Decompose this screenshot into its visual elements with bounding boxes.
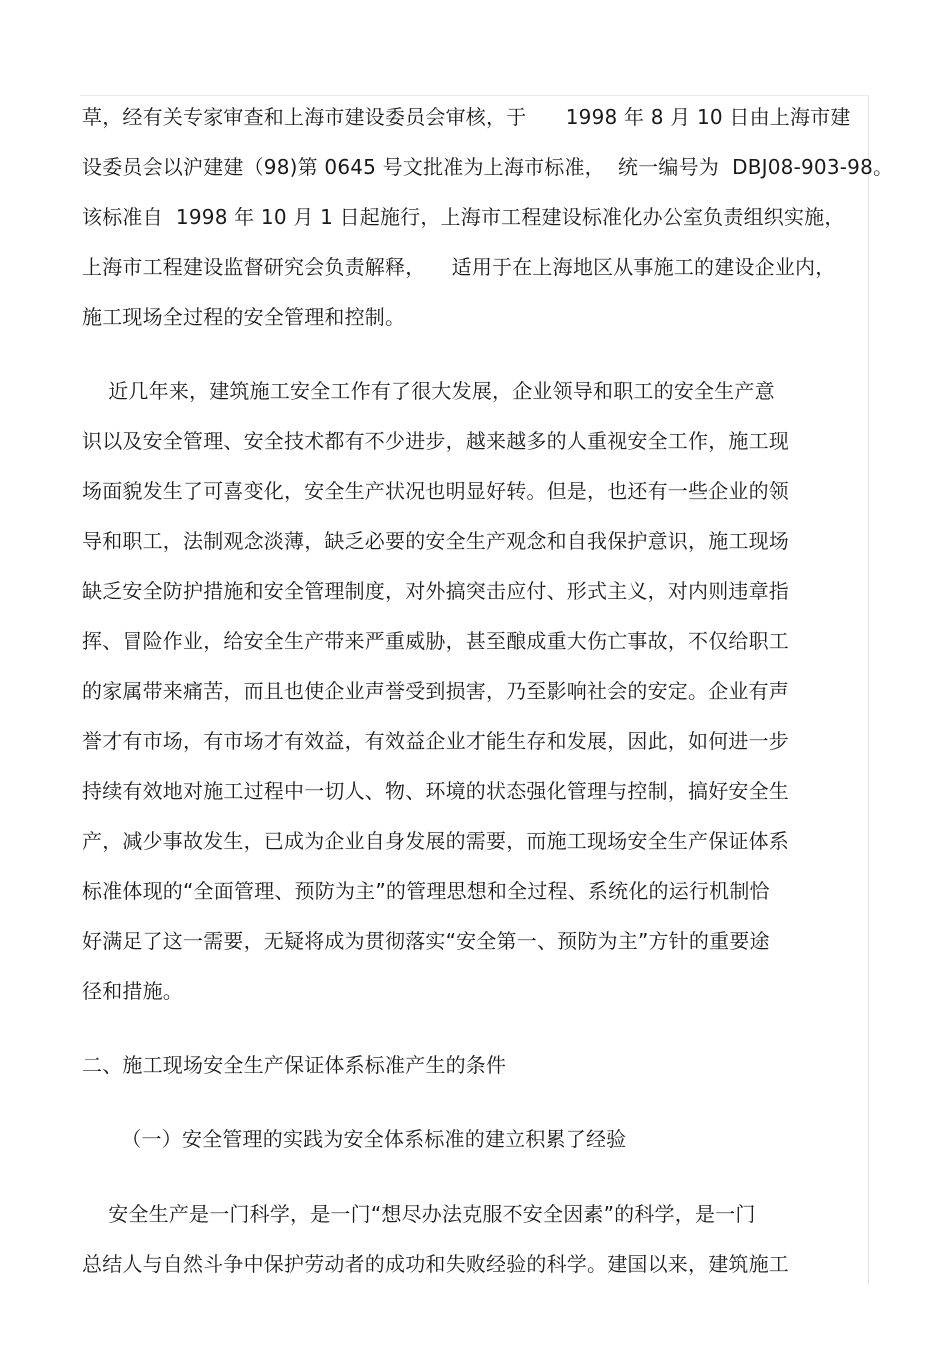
section-heading: 二、施工现场安全生产保证体系标准产生的条件: [82, 1053, 507, 1077]
text-line: 场面貌发生了可喜变化，安全生产状况也明显好转。但是，也还有一些企业的领: [82, 479, 789, 503]
text-line: 安全生产是一门科学，是一门“想尽办法克服不安全因素”的科学，是一门: [82, 1202, 756, 1226]
page-border-top: [80, 95, 868, 96]
subsection-heading: （一）安全管理的实践为安全体系标准的建立积累了经验: [82, 1127, 627, 1151]
text-line: 誉才有市场，有市场才有效益，有效益企业才能生存和发展，因此，如何进一步: [82, 729, 789, 753]
text-line: 上海市工程建设监督研究会负责解释， 适用于在上海地区从事施工的建设企业内，: [82, 255, 836, 279]
text-line: 径和措施。: [82, 979, 183, 1003]
text-line: 该标准自 1998 年 10 月 1 日起施行，上海市工程建设标准化办公室负责组织实施，: [82, 205, 845, 229]
text-line: 标准体现的“全面管理、预防为主”的管理思想和全过程、系统化的运行机制恰: [82, 879, 770, 903]
text-line: 近几年来，建筑施工安全工作有了很大发展，企业领导和职工的安全生产意: [82, 379, 775, 403]
text-line: 的家属带来痛苦，而且也使企业声誉受到损害，乃至影响社会的安定。企业有声: [82, 679, 789, 703]
page-border-right: [868, 95, 869, 1285]
text-line: 草，经有关专家审查和上海市建设委员会审核，于 1998 年 8 月 10 日由上海市建: [82, 105, 851, 129]
text-line: 好满足了这一需要，无疑将成为贯彻落实“安全第一、预防为主”方针的重要途: [82, 929, 770, 953]
text-line: 识以及安全管理、安全技术都有不少进步，越来越多的人重视安全工作，施工现: [82, 429, 789, 453]
text-line: 导和职工，法制观念淡薄，缺乏必要的安全生产观念和自我保护意识，施工现场: [82, 529, 789, 553]
text-line: 缺乏安全防护措施和安全管理制度，对外搞突击应付、形式主义，对内则违章指: [82, 579, 789, 603]
text-line: 总结人与自然斗争中保护劳动者的成功和失败经验的科学。建国以来，建筑施工: [82, 1252, 789, 1276]
text-line: 持续有效地对施工过程中一切人、物、环境的状态强化管理与控制，搞好安全生: [82, 779, 789, 803]
text-line: 挥、冒险作业，给安全生产带来严重威胁，甚至酿成重大伤亡事故，不仅给职工: [82, 629, 789, 653]
text-line: 施工现场全过程的安全管理和控制。: [82, 305, 406, 329]
text-line: 设委员会以沪建建（98)第 0645 号文批准为上海市标准， 统一编号为 DBJ08-903-98。: [82, 155, 894, 179]
text-line: 产，减少事故发生，已成为企业自身发展的需要，而施工现场安全生产保证体系: [82, 829, 789, 853]
